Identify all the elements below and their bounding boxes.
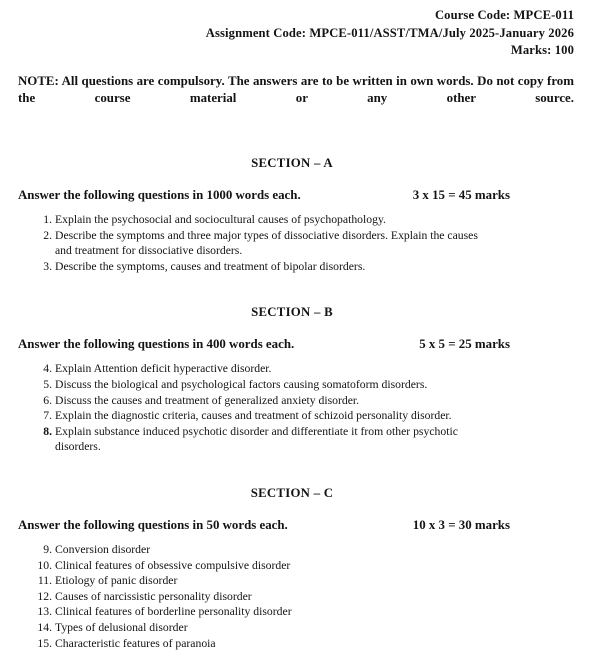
note-paragraph: NOTE: All questions are compulsory. The answers are to be written in own words. Do not copy from the course material or any other source. (18, 73, 574, 126)
question-item (55, 620, 492, 636)
question-text: Characteristic features of paranoia (55, 637, 216, 650)
section-a-instruction-text: Answer the following questions in 1000 words each. (18, 188, 301, 202)
question-text: Conversion disorder (55, 543, 150, 556)
question-number: 4. (33, 361, 52, 377)
question-number: 7. (33, 408, 52, 424)
section-b-marks: 5 x 5 = 25 marks (419, 336, 510, 352)
question-text: Explain the psychosocial and sociocultural causes of psychopathology. (55, 213, 386, 226)
section-c (0, 485, 600, 651)
question-number: 13. (33, 604, 52, 620)
question-text: Clinical features of borderline personality disorder (55, 605, 292, 618)
question-number: 8. (33, 424, 52, 440)
question-item (55, 558, 492, 574)
section-c-instruction-row (18, 517, 510, 533)
question-number: 10. (33, 558, 52, 574)
section-a (0, 155, 600, 274)
question-item (55, 604, 492, 620)
total-marks: Marks: 100 (18, 42, 574, 60)
question-number: 15. (33, 636, 52, 651)
question-item (55, 212, 492, 228)
question-number: 14. (33, 620, 52, 636)
course-code: Course Code: MPCE-011 (18, 7, 574, 25)
question-item (55, 424, 492, 455)
question-item (55, 377, 492, 393)
section-a-question-list (0, 212, 600, 274)
question-number: 11. (33, 573, 52, 589)
section-b-instruction-text: Answer the following questions in 400 words each. (18, 337, 294, 351)
section-a-marks: 3 x 15 = 45 marks (413, 187, 510, 203)
question-item (55, 542, 492, 558)
question-text: Explain the diagnostic criteria, causes and treatment of schizoid personality disorder. (55, 409, 452, 422)
question-text: Discuss the causes and treatment of generalized anxiety disorder. (55, 394, 359, 407)
question-text: Describe the symptoms and three major types of dissociative disorders. Explain the causes and treatment for dissociative disorders. (55, 229, 478, 258)
question-item (55, 636, 492, 651)
question-text: Explain Attention deficit hyperactive disorder. (55, 362, 271, 375)
section-a-instruction-row (18, 187, 510, 203)
question-item (55, 259, 492, 275)
question-item (55, 361, 492, 377)
section-c-instruction-text: Answer the following questions in 50 words each. (18, 518, 288, 532)
assignment-code: Assignment Code: MPCE-011/ASST/TMA/July 2025-January 2026 (18, 25, 574, 43)
section-b (0, 304, 600, 455)
question-item (55, 589, 492, 605)
section-b-question-list (0, 361, 600, 455)
question-text: Etiology of panic disorder (55, 574, 177, 587)
question-number: 1. (33, 212, 52, 228)
section-a-heading: SECTION – A (0, 155, 592, 171)
question-item (55, 408, 492, 424)
question-text: Clinical features of obsessive compulsive disorder (55, 559, 290, 572)
section-c-heading: SECTION – C (0, 485, 592, 501)
question-number: 12. (33, 589, 52, 605)
question-text: Explain substance induced psychotic disorder and differentiate it from other psychotic disorders. (55, 425, 458, 454)
section-b-instruction-row (18, 336, 510, 352)
question-number: 2. (33, 228, 52, 244)
question-text: Discuss the biological and psychological factors causing somatoform disorders. (55, 378, 427, 391)
question-item (55, 393, 492, 409)
question-text: Describe the symptoms, causes and treatment of bipolar disorders. (55, 260, 365, 273)
question-item (55, 573, 492, 589)
question-number: 5. (33, 377, 52, 393)
section-b-heading: SECTION – B (0, 304, 592, 320)
question-number: 6. (33, 393, 52, 409)
section-c-marks: 10 x 3 = 30 marks (413, 517, 510, 533)
question-number: 9. (33, 542, 52, 558)
document-header (0, 0, 600, 60)
question-text: Types of delusional disorder (55, 621, 188, 634)
question-number: 3. (33, 259, 52, 275)
question-text: Causes of narcissistic personality disorder (55, 590, 252, 603)
section-c-question-list (0, 542, 600, 651)
question-item (55, 228, 492, 259)
